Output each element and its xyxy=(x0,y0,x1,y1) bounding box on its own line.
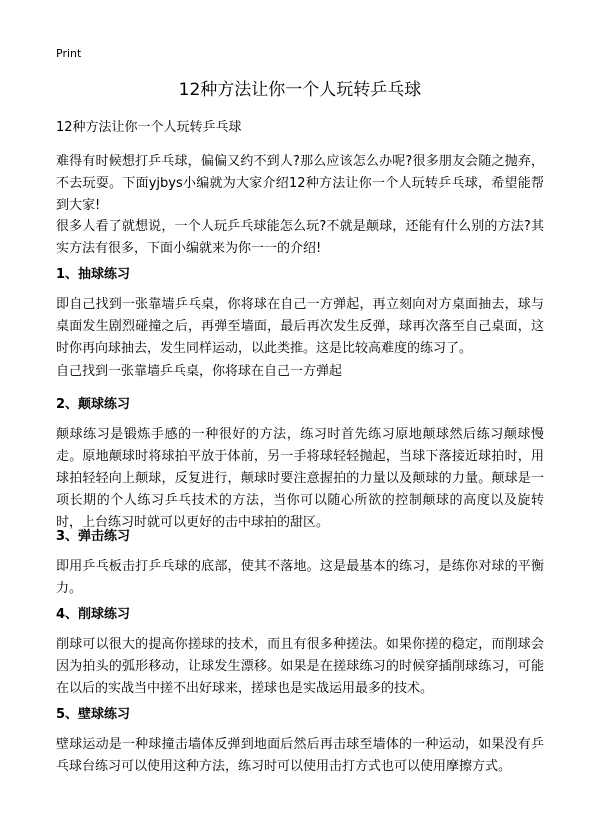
section-heading-1: 1、抽球练习 xyxy=(56,267,131,282)
section-heading-4: 4、削球练习 xyxy=(56,607,131,622)
section-1-paragraph-2: 自己找到一张靠墙乒乓桌，你将球在自己一方弹起 xyxy=(56,364,343,379)
section-5-paragraph-1: 壁球运动是一种球撞击墙体反弹到地面后然后再击球至墙体的一种运动，如果没有乒乓球台练习可以使用这种方法，练习时可以使用击打方式也可以使用摩擦方式。 xyxy=(56,737,544,774)
section-heading-5: 5、壁球练习 xyxy=(56,707,131,722)
section-3-paragraph-1: 即用乒乓板击打乒乓球的底部，使其不落地。这是最基本的练习，是练你对球的平衡力。 xyxy=(56,559,544,596)
section-1-paragraph-1: 即自己找到一张靠墙乒乓桌，你将球在自己一方弹起，再立刻向对方桌面抽去，球与桌面发生剧烈碰撞之后，再弹至墙面，最后再次发生反弹，球再次落至自己桌面，这时你再向球抽去，发生同样运动，以此类推。这是比较高难度的练习了。 xyxy=(56,297,544,356)
print-link[interactable]: Print xyxy=(56,47,82,60)
section-heading-3: 3、弹击练习 xyxy=(56,529,131,544)
intro-paragraph-2: 很多人看了就想说，一个人玩乒乓球能怎么玩?不就是颠球，还能有什么别的方法?其实方法有很多，下面小编就来为你一一的介绍! xyxy=(56,219,544,256)
section-heading-2: 2、颠球练习 xyxy=(56,397,131,412)
page-title: 12种方法让你一个人玩转乒乓球 xyxy=(178,80,422,100)
intro-paragraph-1: 难得有时候想打乒乓球，偏偏又约不到人?那么应该怎么办呢?很多朋友会随之抛弃，不去玩耍。下面yjbys小编就为大家介绍12种方法让你一个人玩转乒乓球，希望能帮到大家! xyxy=(56,154,544,213)
section-4-paragraph-1: 削球可以很大的提高你搓球的技术，而且有很多种搓法。如果你搓的稳定，而削球会因为拍头的弧形移动，让球发生漂移。如果是在搓球练习的时候穿插削球练习，可能在以后的实战当中搓不出好球来，搓球也是实战运用最多的技术。 xyxy=(56,637,544,696)
subtitle: 12种方法让你一个人玩转乒乓球 xyxy=(56,120,242,135)
section-2-paragraph-1: 颠球练习是锻炼手感的一种很好的方法，练习时首先练习原地颠球然后练习颠球慢走。原地颠球时将球拍平放于体前，另一手将球轻轻抛起，当球下落接近球拍时，用球拍轻轻向上颠球，反复进行，颠球时要注意握拍的力量以及颠球的力量。颠球是一项长期的个人练习乒乓技术的方法，当你可以随心所欲的控制颠球的高度以及旋转时，上台练习时就可以更好的击中球拍的甜区。 xyxy=(56,427,544,530)
